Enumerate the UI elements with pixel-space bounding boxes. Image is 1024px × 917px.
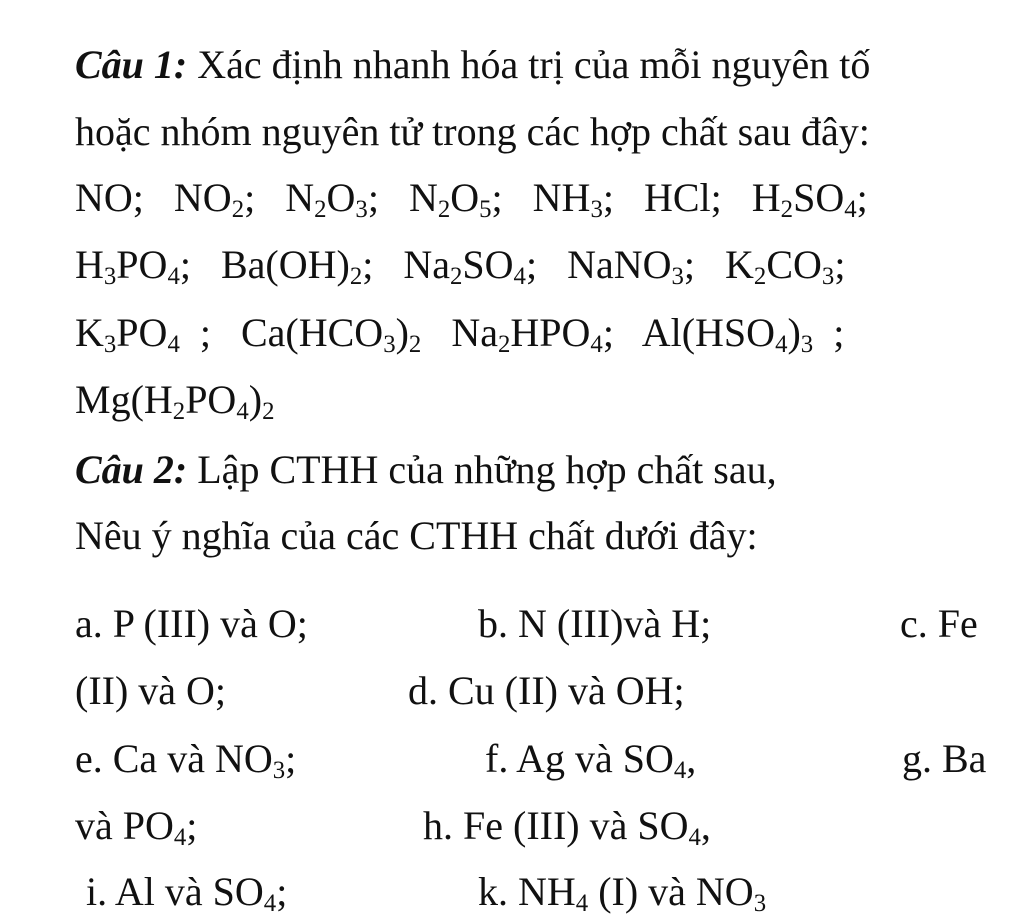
item-c-continued: (II) và O; (75, 668, 227, 713)
item-g: g. Ba (902, 736, 987, 781)
item-c: c. Fe (900, 601, 978, 646)
question-1-text-1: Xác định nhanh hóa trị của mỗi nguyên tố (187, 42, 871, 87)
item-e: e. Ca và $NO_3$; (75, 736, 297, 785)
formula-N2O3: $N_2O_3$ (285, 175, 368, 224)
item-h: h. Fe (III) và $SO_4$, (423, 803, 711, 852)
question-2-label: Câu 2: (75, 447, 188, 492)
formula-NH3: $NH_3$ (532, 175, 603, 224)
formula-H2SO4: $H_2SO_4$ (751, 175, 857, 224)
formula-Na2SO4: $Na_2SO_4$ (403, 242, 526, 291)
question-1-text-2: hoặc nhóm nguyên tử trong các hợp chất sau đây: (75, 109, 870, 154)
formula-row-2: $H_3PO_4$; $Ba(OH)_2$; $Na_2SO_4$; NaNO$_3$; $K_2CO_3$; (75, 242, 846, 291)
question-1-label: Câu 1: (75, 42, 188, 87)
question-2-line-1 (75, 447, 777, 492)
formula-K2CO3: $K_2CO_3$ (725, 242, 835, 291)
formula-AlHSO43: $Al(HSO_4)_3$ (641, 310, 814, 359)
formula-Na2HPO4: $Na_2HPO_4$ (451, 310, 603, 359)
formula-row-4 (75, 377, 275, 426)
item-b: b. N (III)và H; (478, 601, 712, 646)
question-1-line-2 (75, 109, 870, 154)
formula-BaOH2: $Ba(OH)_2$ (220, 242, 363, 291)
formula-row-3: $K_3PO_4$ ; $Ca(HCO_3)_2$ $Na_2HPO_4$; $Al(HSO_4)_3$ ; (75, 310, 845, 359)
question-2-line-2 (75, 513, 758, 558)
formula-NO2: $NO_2$ (173, 175, 245, 224)
formula-N2O5: $N_2O_5$ (408, 175, 492, 224)
formula-H3PO4: $H_3PO_4$ (75, 242, 180, 291)
question-1-line-1 (75, 42, 871, 87)
item-d: d. Cu (II) và OH; (408, 668, 685, 713)
formula-K3PO4: $K_3PO_4$ (75, 310, 180, 359)
formula-CaHCO32: $Ca(HCO_3)_2$ (240, 310, 422, 359)
item-i: i. Al và $SO_4$; (86, 869, 288, 917)
item-g-continued: và $PO_4$; (75, 803, 198, 852)
question-2-text-1: Lập CTHH của những hợp chất sau, (187, 447, 777, 492)
item-a: a. P (III) và O; (75, 601, 308, 646)
question-2-text-2: Nêu ý nghĩa của các CTHH chất dưới đây: (75, 513, 758, 558)
formula-HCl: HCl (643, 175, 711, 220)
formula-NaNO3: NaNO$_3$ (567, 242, 684, 291)
formula-row-1: NO; $NO_2$; $N_2O_3$; $N_2O_5$; $NH_3$; HCl; $H_2SO_4$; (75, 175, 868, 224)
item-k: k. $NH_4$ (I) và $NO_3$ (478, 869, 767, 917)
item-f: f. Ag và $SO_4$, (485, 736, 697, 785)
formula-MgH2PO42: $Mg(H_2PO_4)_2$ (75, 377, 275, 426)
formula-NO: NO (75, 175, 133, 220)
